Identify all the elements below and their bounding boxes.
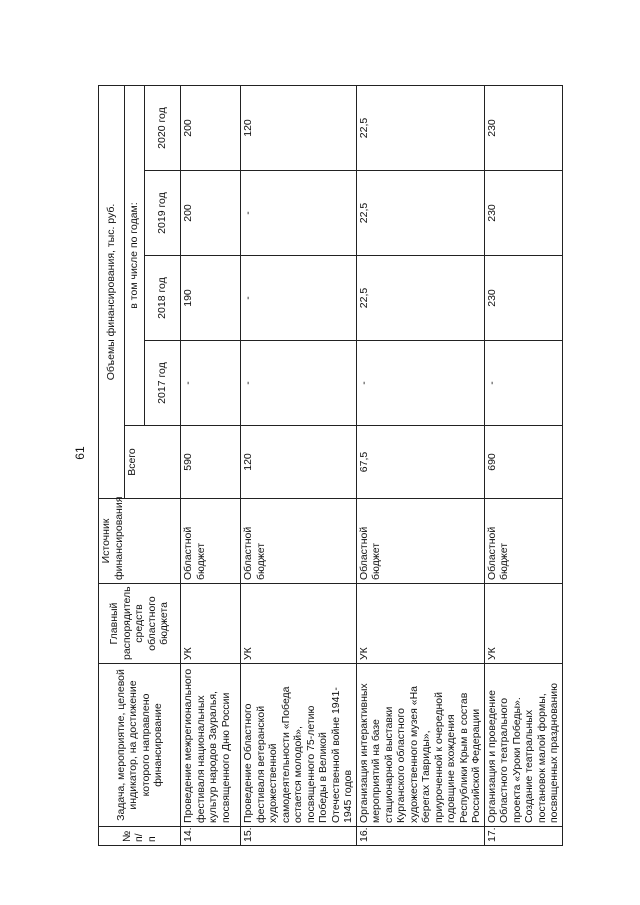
- row-2018: 190: [181, 256, 241, 341]
- row-2020: 120: [241, 85, 357, 170]
- row-manager: УК: [241, 584, 357, 664]
- page-number: 61: [73, 446, 87, 460]
- col-header-source: Источник финансирования: [99, 499, 181, 584]
- row-2020: 200: [181, 85, 241, 170]
- row-source: Областной бюджет: [181, 499, 241, 584]
- col-header-total: Всего: [125, 426, 181, 499]
- row-number: 14.: [181, 827, 241, 846]
- table-row: [241, 85, 357, 845]
- row-task: Проведение Областного фестиваля ветеранской художественной самодеятельности «Победа остается молодой», посвященного 75-летию Победы в Великой Отечественной войне 1941-1945 годов: [241, 664, 357, 827]
- col-header-volume: Объемы финансирования, тыс. руб.: [99, 85, 125, 498]
- row-2017: -: [356, 341, 484, 426]
- row-2017: -: [181, 341, 241, 426]
- row-task: Проведение межрегионального фестиваля национальных культур народов Зауралья, посвященного Дню России: [181, 664, 241, 827]
- row-total: 120: [241, 426, 357, 499]
- col-header-num: № п/п: [99, 827, 181, 846]
- row-2018: 230: [484, 256, 562, 341]
- row-2020: 230: [484, 85, 562, 170]
- row-manager: УК: [356, 584, 484, 664]
- col-header-year-2018: 2018 год: [145, 256, 181, 341]
- table-row: [181, 85, 241, 845]
- row-2017: -: [484, 341, 562, 426]
- row-2019: 22,5: [356, 171, 484, 256]
- row-number: 16.: [356, 827, 484, 846]
- row-task: Организация и проведение Областного театрального проекта «Уроки Победы». Создание театральных постановок малой формы, посвященных празднованию: [484, 664, 562, 827]
- row-task: Организация интерактивных мероприятий на базе стационарной выставки Курганского областного художественного музея «На берегах Тавриды», приуроченной к очередной годовщине вхождения Республики Крым в состав Российской Федерации: [356, 664, 484, 827]
- col-header-manager: Главный распорядитель средств областного бюджета: [99, 584, 181, 664]
- row-number: 17.: [484, 827, 562, 846]
- row-2018: 22,5: [356, 256, 484, 341]
- row-total: 690: [484, 426, 562, 499]
- col-header-by-year: в том числе по годам:: [125, 85, 145, 425]
- col-header-year-2020: 2020 год: [145, 85, 181, 170]
- row-2018: -: [241, 256, 357, 341]
- row-source: Областной бюджет: [356, 499, 484, 584]
- col-header-year-2019: 2019 год: [145, 171, 181, 256]
- rotated-page-content: [98, 86, 560, 846]
- row-2019: 200: [181, 171, 241, 256]
- row-number: 15.: [241, 827, 357, 846]
- row-total: 67,5: [356, 426, 484, 499]
- row-manager: УК: [181, 584, 241, 664]
- row-source: Областной бюджет: [241, 499, 357, 584]
- col-header-task: Задача, мероприятие, целевой индикатор, на достижение которого направлено финансирование: [99, 664, 181, 827]
- row-total: 590: [181, 426, 241, 499]
- row-2017: -: [241, 341, 357, 426]
- table-row: [484, 85, 562, 845]
- row-2019: -: [241, 171, 357, 256]
- table-row: [356, 85, 484, 845]
- row-2020: 22,5: [356, 85, 484, 170]
- row-source: Областной бюджет: [484, 499, 562, 584]
- financing-table: [98, 85, 563, 846]
- row-2019: 230: [484, 171, 562, 256]
- row-manager: УК: [484, 584, 562, 664]
- col-header-year-2017: 2017 год: [145, 341, 181, 426]
- header-row-1: [99, 85, 125, 845]
